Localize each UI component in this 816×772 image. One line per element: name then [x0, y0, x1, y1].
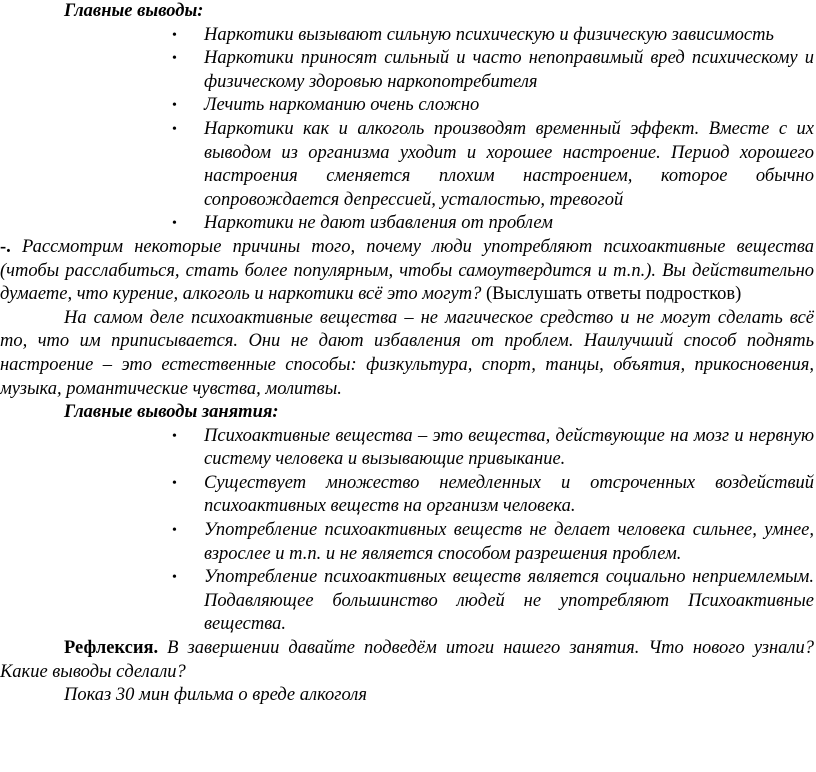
paragraph-reality: На самом деле психоактивные вещества – не магическое средство и не могут сделать всё то, что им приписывается. Они не дают избавления от проблем. Наилучший способ поднять настроение – это естественные способы: физкультура, спорт, танцы, объятия, прикосновения, музыка, романтические чувства, молитвы. — [0, 307, 814, 399]
list-item — [0, 94, 816, 118]
bullet-icon: • — [172, 570, 177, 586]
teacher-note: (Выслушать ответы подростков) — [481, 284, 742, 305]
bullet-icon: • — [172, 523, 177, 539]
list-item-text: Существует множество немедленных и отсроченных воздействий психоактивных веществ на организм человека. — [204, 472, 814, 517]
list-item — [0, 472, 816, 519]
lesson-conclusions-list — [0, 425, 816, 637]
list-item-text: Наркотики как и алкоголь производят временный эффект. Вместе с их выводом из организма уходит и хорошее настроение. Период хорошего настроения сменяется плохим настроением, которое обычно сопровождается депрессией, усталостью, тревогой — [204, 118, 814, 210]
list-item-text: Лечить наркоманию очень сложно — [204, 95, 480, 116]
reflection-text: В завершении давайте подведём итоги нашего занятия. Что нового узнали? Какие выводы сделали? — [0, 638, 814, 682]
heading-lesson-conclusions: Главные выводы занятия: — [64, 402, 279, 423]
bullet-icon: • — [172, 98, 177, 114]
paragraph-reasons — [0, 236, 816, 307]
list-item — [0, 566, 816, 637]
list-item — [0, 118, 816, 212]
list-item — [0, 212, 816, 236]
list-item — [0, 425, 816, 472]
conclusions-list — [0, 24, 816, 236]
dash-marker: -. — [0, 236, 11, 257]
paragraph-reflection — [0, 637, 816, 684]
list-item — [0, 519, 816, 566]
list-item-text: Употребление психоактивных веществ не делает человека сильнее, умнее, взрослее и т.п. и не является способом разрешения проблем. — [204, 520, 814, 564]
bullet-icon: • — [172, 428, 177, 444]
paragraph-reasons-text: Рассмотрим некоторые причины того, почему люди употребляют психоактивные вещества (чтобы расслабиться, стать более популярным, чтобы самоутвердится и т.п.). Вы действительно думаете, что курение, алкоголь и наркотики всё это могут? — [0, 236, 814, 305]
list-item-text: Психоактивные вещества – это вещества, действующие на мозг и нервную систему человека и вызывающие привыкание. — [204, 425, 814, 470]
bullet-icon: • — [172, 216, 177, 232]
final-line: Показ 30 мин фильма о вреде алкоголя — [64, 685, 367, 706]
list-item-text: Наркотики не дают избавления от проблем — [204, 213, 553, 234]
bullet-icon: • — [172, 121, 177, 137]
bullet-icon: • — [172, 27, 177, 43]
list-item-text: Употребление психоактивных веществ является социально неприемлемым. Подавляющее большинство людей не употребляют Психоактивные вещества. — [204, 567, 814, 635]
heading-main-conclusions: Главные выводы: — [64, 1, 204, 21]
bullet-icon: • — [172, 475, 177, 491]
list-item — [0, 24, 816, 48]
reflection-label: Рефлексия. — [64, 638, 159, 659]
bullet-icon: • — [172, 51, 177, 67]
list-item-text: Наркотики вызывают сильную психическую и физическую зависимость — [204, 24, 774, 45]
list-item-text: Наркотики приносят сильный и часто непоправимый вред психическому и физическому здоровью наркопотребителя — [204, 48, 814, 92]
list-item — [0, 47, 816, 94]
